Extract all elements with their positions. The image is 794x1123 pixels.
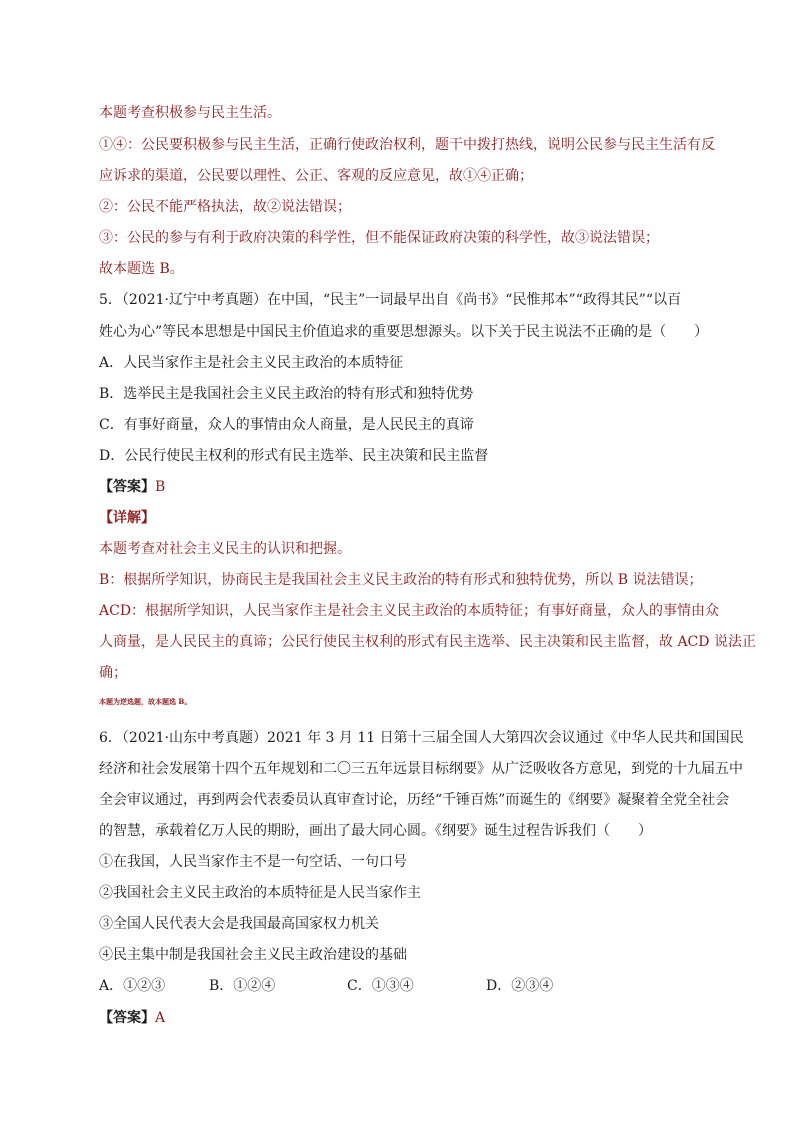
q5-option-c: C．有事好商量，众人的事情由众人商量，是人民民主的真谛 — [99, 417, 474, 433]
q5-tiny-note: 本题为逆选题，故本题选 B。 — [99, 697, 192, 706]
q6-choice-b: B．①②④ — [209, 978, 276, 994]
q6-answer-value: A — [155, 1010, 166, 1026]
q5-detail-acd-line-1: ACD：根据所学知识，人民当家作主是社会主义民主政治的本质特征；有事好商量，众人的事情由众 — [99, 603, 720, 619]
q5-detail-label: 【详解】 — [99, 510, 155, 526]
q5-detail-acd-line-3: 确； — [99, 665, 127, 681]
q6-answer — [99, 1008, 165, 1028]
analysis-conclusion: 故本题选 B。 — [99, 261, 184, 277]
q5-option-a: A．人民当家作主是社会主义民主政治的本质特征 — [99, 355, 404, 371]
q5-stem-line-1: 5．（2021·辽宁中考真题）在中国，“民主”一词最早出自《尚书》“民惟邦本”“政得其民”“以百 — [99, 292, 682, 308]
q6-stem-line-3: 全会审议通过，再到两会代表委员认真审查讨论，历经“千锤百炼”而诞生的《纲要》凝聚着全党全社会 — [99, 792, 730, 808]
analysis-point-1-line-1: ①④：公民要积极参与民主生活，正确行使政治权利，题干中拨打热线，说明公民参与民主生活有反 — [99, 137, 715, 153]
q5-answer-label: 【答案】 — [99, 479, 155, 495]
q6-choice-c: C．①③④ — [347, 978, 414, 994]
q6-item-4: ④民主集中制是我国社会主义民主政治建设的基础 — [99, 947, 407, 963]
q5-detail-intro: 本题考查对社会主义民主的认识和把握。 — [99, 541, 351, 557]
q5-detail-b: B：根据所学知识，协商民主是我国社会主义民主政治的特有形式和独特优势，所以 B 说法错误； — [99, 572, 703, 588]
q6-item-2: ②我国社会主义民主政治的本质特征是人民当家作主 — [99, 885, 421, 901]
q6-stem-line-2: 经济和社会发展第十四个五年规划和二〇三五年远景目标纲要》从广泛吸收各方意见，到党的十九届五中 — [99, 761, 743, 777]
q5-option-b: B．选举民主是我国社会主义民主政治的特有形式和独特优势 — [99, 386, 474, 402]
q6-stem-line-1: 6．（2021·山东中考真题）2021 年 3 月 11 日第十三届全国人大第四次会议通过《中华人民共和国国民 — [99, 730, 744, 746]
analysis-point-1-line-2: 应诉求的渠道，公民要以理性、公正、客观的反应意见，故①④正确； — [99, 168, 533, 184]
q6-stem-line-4: 的智慧，承载着亿万人民的期盼，画出了最大同心圆。《纲要》诞生过程告诉我们（ ） — [99, 823, 652, 839]
q6-choice-a: A．①②③ — [99, 978, 166, 994]
q5-option-d: D．公民行使民主权利的形式有民主选举、民主决策和民主监督 — [99, 448, 489, 464]
q5-answer-value: B — [155, 479, 166, 495]
q6-item-1: ①在我国，人民当家作主不是一句空话、一句口号 — [99, 854, 407, 870]
q5-detail-acd-line-2: 人商量，是人民民主的真谛；公民行使民主权利的形式有民主选举、民主决策和民主监督，故 ACD 说法正 — [99, 634, 756, 650]
q6-item-3: ③全国人民代表大会是我国最高国家权力机关 — [99, 916, 379, 932]
q6-choice-d: D．②③④ — [486, 978, 554, 994]
q6-answer-label: 【答案】 — [99, 1010, 155, 1026]
analysis-point-3: ③：公民的参与有利于政府决策的科学性，但不能保证政府决策的科学性，故③说法错误； — [99, 230, 659, 246]
analysis-intro: 本题考查积极参与民主生活。 — [99, 105, 281, 121]
q5-answer — [99, 477, 165, 497]
analysis-point-2: ②：公民不能严格执法，故②说法错误； — [99, 199, 351, 215]
q5-stem-line-2: 姓心为心”等民本思想是中国民主价值追求的重要思想源头。以下关于民主说法不正确的是（ ） — [99, 324, 709, 340]
